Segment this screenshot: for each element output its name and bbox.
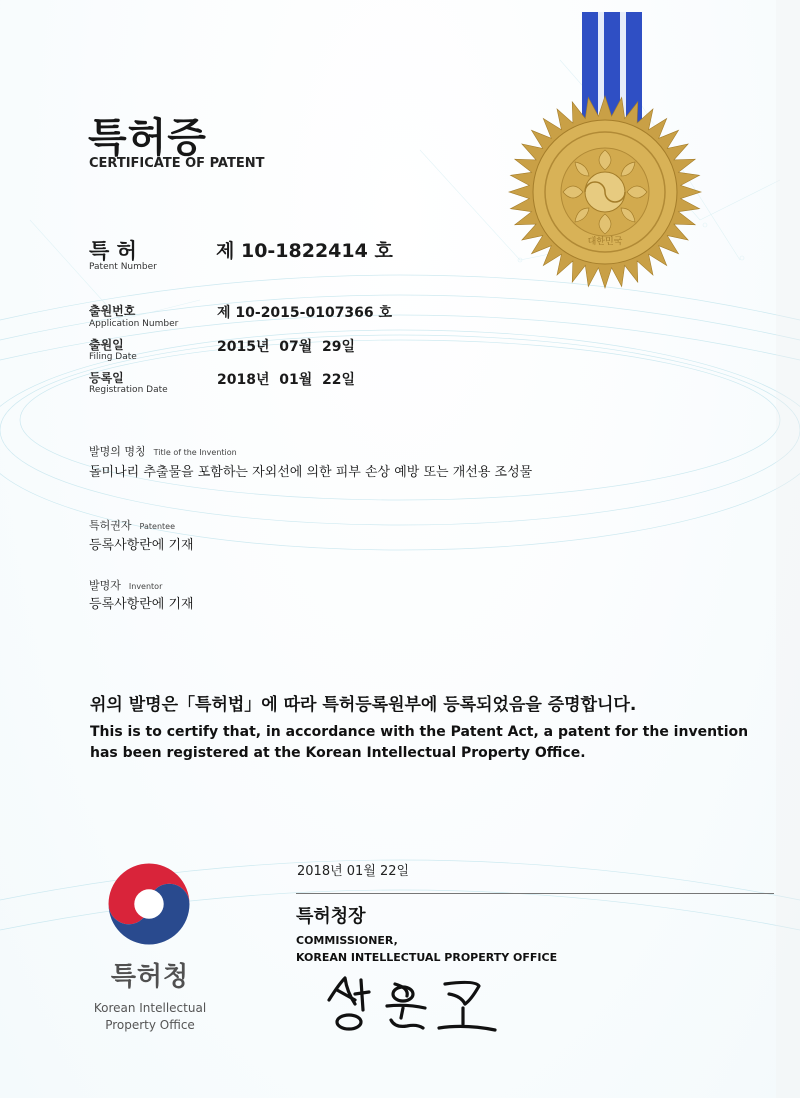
application-number-label: 출원번호 <box>89 304 136 318</box>
registration-date-label-en: Registration Date <box>89 385 168 395</box>
registration-date-value: 2018년 01월 22일 <box>217 372 355 388</box>
registration-date-label: 등록일 <box>89 371 124 385</box>
patent-number-label: 특 허 <box>89 239 137 263</box>
invention-title-label-en: Title of the Invention <box>153 448 237 457</box>
inventor-value: 등록사항란에 기재 <box>89 597 194 612</box>
svg-text:대한민국: 대한민국 <box>587 237 623 247</box>
application-number-value: 제 10-2015-0107366 호 <box>217 305 393 321</box>
commissioner-title-en-line-1: COMMISSIONER, <box>296 934 398 947</box>
certificate-title-en: CERTIFICATE OF PATENT <box>89 156 265 171</box>
patentee-label-row <box>89 514 175 533</box>
certificate-title: 특허증 <box>88 115 207 161</box>
filing-date-label: 출원일 <box>89 338 124 352</box>
patent-number-label-en: Patent Number <box>89 262 157 272</box>
application-number-label-en: Application Number <box>89 319 179 329</box>
filing-date-value: 2015년 07월 29일 <box>217 339 355 355</box>
commissioner-signature <box>315 970 505 1040</box>
invention-title-label: 발명의 명칭 <box>89 445 146 458</box>
gold-seal-medal <box>505 0 705 300</box>
kipo-taegeuk-logo-icon <box>103 858 195 950</box>
kipo-logo-name-en <box>80 1000 220 1034</box>
certification-statement-en <box>90 722 748 764</box>
kipo-logo-name-en-line-1: Korean Intellectual <box>93 1001 207 1015</box>
signature-divider <box>296 893 774 894</box>
inventor-label-en: Inventor <box>128 582 163 591</box>
kipo-logo-name-ko: 특허청 <box>110 962 190 992</box>
inventor-label-row <box>89 574 162 593</box>
patentee-value: 등록사항란에 기재 <box>89 538 194 553</box>
patentee-label-en: Patentee <box>139 522 175 531</box>
patent-number-value: 제 10-1822414 호 <box>216 240 393 262</box>
filing-date-label-en: Filing Date <box>89 352 137 362</box>
invention-title-label-row <box>89 440 237 459</box>
certification-statement-en-line-1: This is to certify that, in accordance with the Patent Act, a patent for the invention <box>90 724 749 740</box>
inventor-label: 발명자 <box>89 579 121 592</box>
commissioner-title-en-line-2: KOREAN INTELLECTUAL PROPERTY OFFICE <box>296 951 558 964</box>
certification-statement-en-line-2: has been registered at the Korean Intellectual Property Office. <box>90 745 586 761</box>
invention-title-value: 돌미나리 추출물을 포함하는 자외선에 의한 피부 손상 예방 또는 개선용 조성물 <box>89 465 533 480</box>
issue-date: 2018년 01월 22일 <box>297 864 410 879</box>
commissioner-title-ko: 특허청장 <box>296 906 366 927</box>
kipo-logo-name-en-line-2: Property Office <box>105 1018 195 1032</box>
commissioner-title-en <box>296 932 557 966</box>
certification-statement-ko: 위의 발명은「특허법」에 따라 특허등록원부에 등록되었음을 증명합니다. <box>90 695 637 715</box>
patentee-label: 특허권자 <box>89 519 132 532</box>
